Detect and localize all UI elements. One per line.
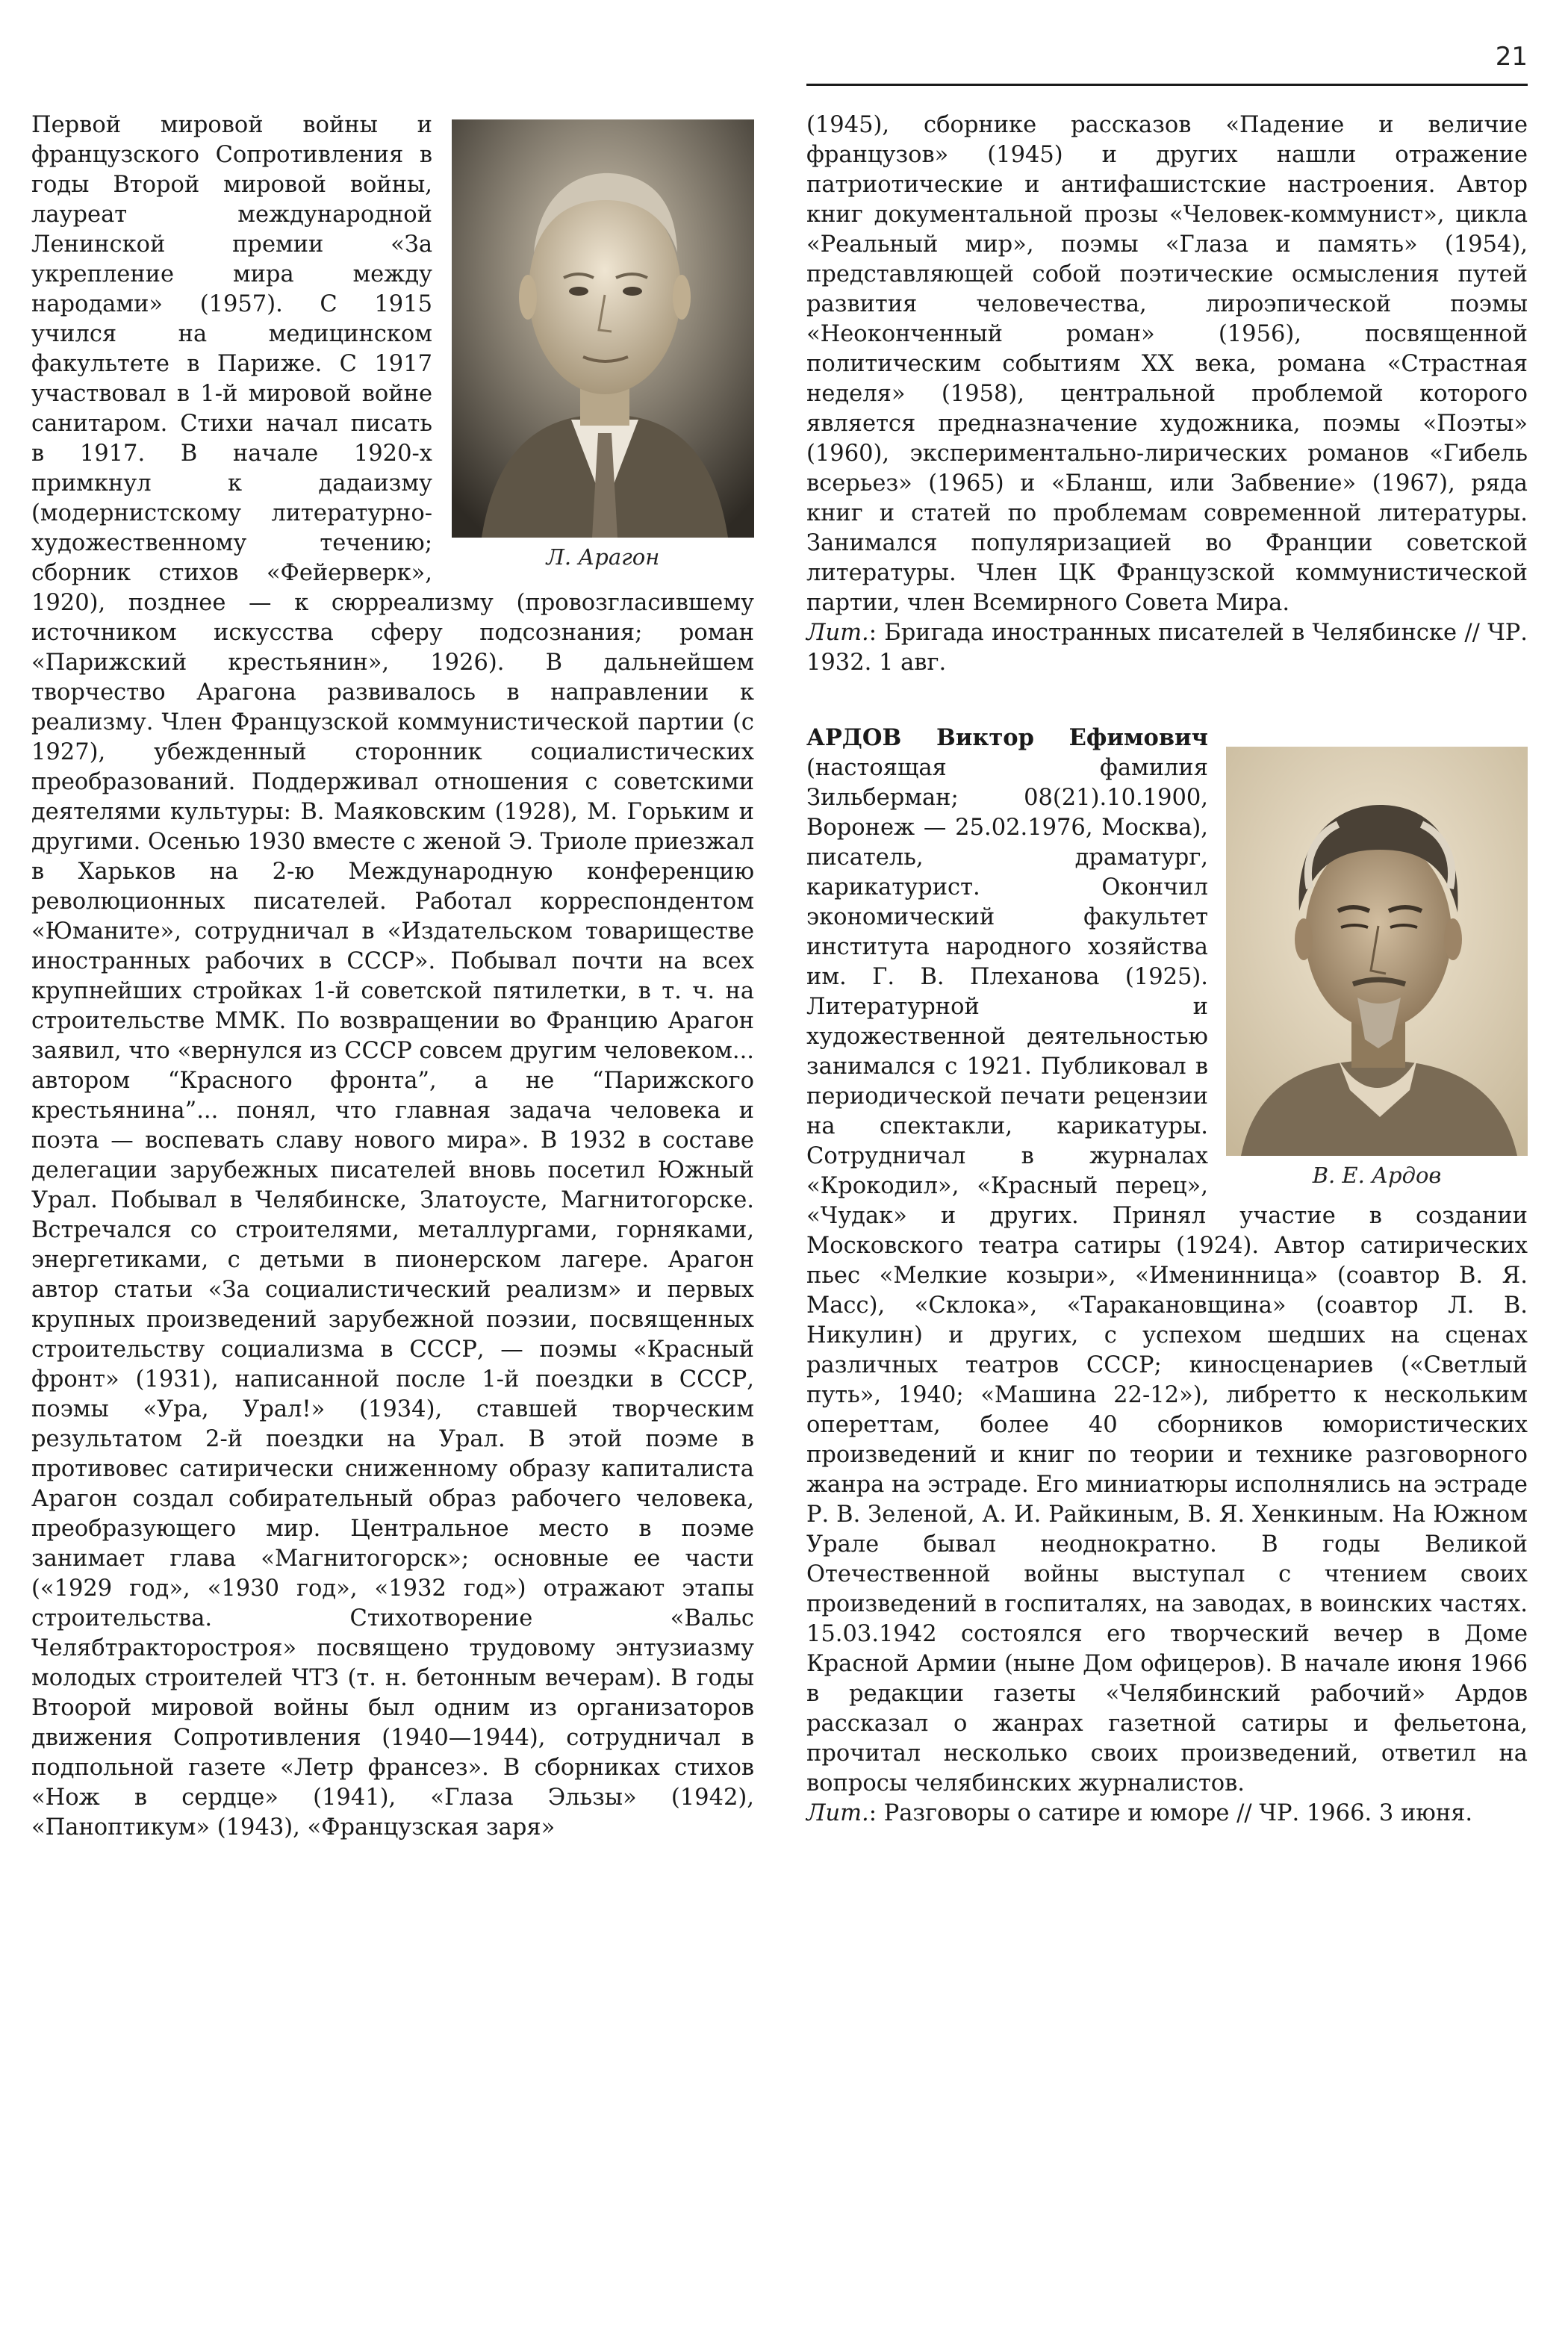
right-column — [806, 111, 1528, 1829]
aragon-portrait-caption: Л. Арагон — [546, 544, 660, 570]
aragon-literature-label: Лит. — [806, 620, 869, 646]
page-number: 21 — [1495, 42, 1528, 72]
entry-separator — [806, 678, 1528, 723]
ardov-literature-label: Лит. — [806, 1800, 869, 1826]
header-rule — [806, 84, 1528, 86]
ardov-literature-text: : Разговоры о сатире и юморе // ЧР. 1966. 3 июня. — [868, 1800, 1473, 1826]
aragon-portrait-figure — [452, 119, 754, 572]
ardov-portrait-photo — [1226, 747, 1528, 1156]
ardov-entry-text: (настоящая фамилия Зильберман; 08(21).10.1900, Воронеж — 25.02.1976, Москва), писатель, драматург, карикатурист. Окончил экономический факультет института народного хозяйства им. Г. В. Плеханова (1925). Литературной и художественной деятельностью занимался с 1921. Публиковал в периодической печати рецензии на спектакли, карикатуры. Сотрудничал в журналах «Крокодил», «Красный перец», «Чудак» и других. Принял участие в создании Московского театра сатиры (1924). Автор сатирических пьес «Мелкие козыри», «Именинница» (соавтор В. Я. Масс), «Склока», «Таракановщина» (соавтор Л. В. Никулин) и других, с успехом шедших на сценах различных театров СССР; киносценариев («Светлый путь», 1940; «Машина 22-12»), либретто к нескольким опереттам, более 40 сборников юмористических произведений и книг по теории и технике разговорного жанра на эстраде. Его миниатюры исполнялись на эстраде Р. В. Зеленой, А. И. Райкиным, В. Я. Хенкиным. На Южном Урале бывал неоднократно. В годы Великой Отечественной войны выступал с чтением своих произведений в госпиталях, на заводах, в воинских частях. 15.03.1942 состоялся его творческий вечер в Доме Красной Армии (ныне Дом офицеров). В начале июня 1966 в редакции газеты «Челябинский рабочий» Ардов рассказал о жанрах газетной сатиры и фельетона, прочитал несколько своих произведений, ответил на вопросы челябинских журналистов. — [806, 755, 1528, 1796]
ardov-headword: АРДОВ Виктор Ефимович — [806, 724, 1208, 751]
left-column — [31, 111, 754, 1843]
ardov-portrait-caption: В. Е. Ардов — [1312, 1163, 1442, 1188]
aragon-portrait-photo — [452, 119, 754, 538]
ardov-portrait-figure — [1226, 747, 1528, 1190]
aragon-literature-text: : Бригада иностранных писателей в Челябинске // ЧР. 1932. 1 авг. — [806, 620, 1528, 676]
aragon-literature — [806, 618, 1528, 678]
ardov-literature — [806, 1799, 1528, 1829]
aragon-entry-continuation: (1945), сборнике рассказов «Падение и величие французов» (1945) и других нашли отражение патриотические и антифашистские настроения. Автор книг документальной прозы «Человек-коммунист», цикла «Реальный мир», поэмы «Глаза и память» (1954), представляющей собой поэтические осмысления путей развития человечества, лироэпической поэмы «Неоконченный роман» (1956), посвященной политическим событиям XX века, романа «Страстная неделя» (1958), центральной проблемой которого является предназначение художника, поэмы «Поэты» (1960), экспериментально-лирических романов «Гибель всерьез» (1965) и «Бланш, или Забвение» (1967), ряда книг и статей по проблемам современной литературы. Занимался популяризацией во Франции советской литературы. Член ЦК Французской коммунистической партии, член Всемирного Совета Мира. — [806, 112, 1528, 616]
aragon-entry-text: Первой мировой войны и французского Сопротивления в годы Второй мировой войны, лауреат международной Ленинской премии «За укрепление мира между народами» (1957). С 1915 учился на медицинском факультете в Париже. С 1917 участвовал в 1-й мировой войне санитаром. Стихи начал писать в 1917. В начале 1920-х примкнул к дадаизму (модернистскому литературно-художественному течению; сборник стихов «Фейерверк», 1920), позднее — к сюрреализму (провозгласившему источником искусства сферу подсознания; роман «Парижский крестьянин», 1926). В дальнейшем творчество Арагона развивалось в направлении к реализму. Член Французской коммунистической партии (с 1927), убежденный сторонник социалистических преобразований. Поддерживал отношения с советскими деятелями культуры: В. Маяковским (1928), М. Горьким и другими. Осенью 1930 вместе с женой Э. Триоле приезжал в Харьков на 2-ю Международную конференцию революционных писателей. Работал корреспондентом «Юманите», сотрудничал в «Издательском товариществе иностранных рабочих в СССР». Побывал почти на всех крупнейших стройках 1-й советской пятилетки, в т. ч. на строительстве ММК. По возвращении во Францию Арагон заявил, что «вернулся из СССР совсем другим человеком... автором “Красного фронта”, а не “Парижского крестьянина”... понял, что главная задача человека и поэта — воспевать славу нового мира». В 1932 в составе делегации зарубежных писателей вновь посетил Южный Урал. Побывал в Челябинске, Златоусте, Магнитогорске. Встречался со строителями, металлургами, горняками, энергетиками, с детьми в пионерском лагере. Арагон автор статьи «За социалистический реализм» и первых крупных произведений зарубежной поэзии, посвященных строительству социализма в СССР, — поэмы «Красный фронт» (1931), написанной после 1-й поездки в СССР, поэмы «Ура, Урал!» (1934), ставшей творческим результатом 2-й поездки на Урал. В этой поэме в противовес сатирически сниженному образу капиталиста Арагон создал собирательный образ рабочего человека, преобразующего мир. Центральное место в поэме занимает глава «Магнитогорск»; основные ее части («1929 год», «1930 год», «1932 год») отражают этапы строительства. Стихотворение «Вальс Челябтракторостроя» посвящено трудовому энтузиазму молодых строителей ЧТЗ (т. н. бетонным вечерам). В годы Втоорой мировой войны был одним из организаторов движения Сопротивления (1940—1944), сотрудничал в подпольной газете «Летр франсез». В сборниках стихов «Нож в сердце» (1941), «Глаза Эльзы» (1942), «Паноптикум» (1943), «Французская заря» — [31, 112, 754, 1841]
